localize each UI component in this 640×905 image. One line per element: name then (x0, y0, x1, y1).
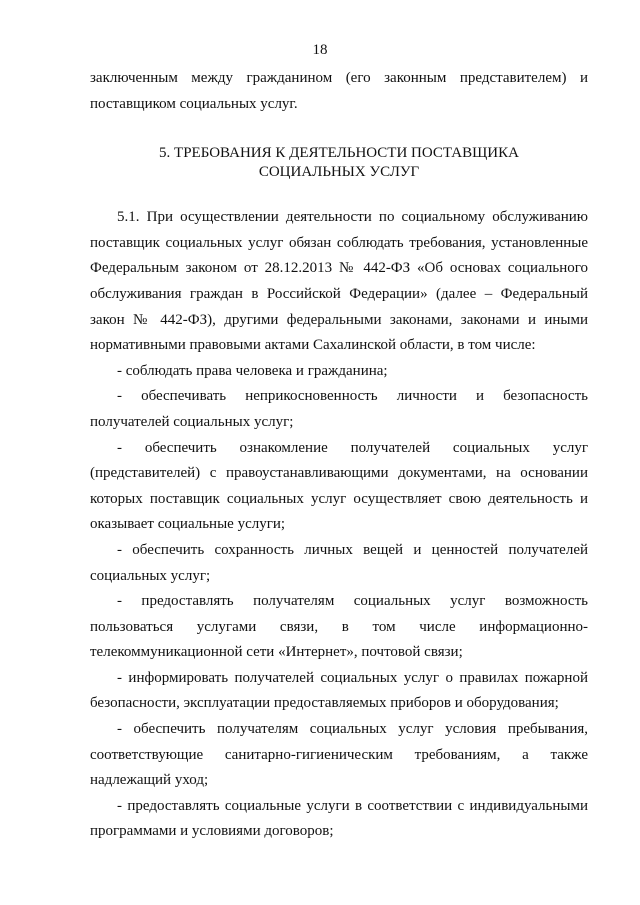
list-item-fire-safety: - информировать получателей социальных услуг о правилах пожарной безопасности, эксплуатации предоставляемых приборов и оборудования; (90, 669, 588, 712)
list-item-belongings: - обеспечить сохранность личных вещей и ценностей получателей социальных услуг; (90, 541, 588, 584)
list-item-human-rights: - соблюдать права человека и гражданина; (117, 362, 388, 379)
list-item-documents: - обеспечить ознакомление получателей социальных услуг (представителей) с правоустанавливающими документами, на основании которых поставщик социальных услуг осуществляет свою деятельность и оказывает социальные услуги; (90, 439, 588, 533)
page-content (90, 66, 588, 845)
list-item-sanitary-conditions: - обеспечить получателям социальных услуг условия пребывания, соответствующие санитарно-гигиеническим требованиям, а также надлежащий уход; (90, 721, 588, 789)
list-item-communication: - предоставлять получателям социальных услуг возможность пользоваться услугами связи, в том числе информационно-телекоммуникационной сети «Интернет», почтовой связи; (90, 593, 588, 661)
section-heading (90, 144, 588, 182)
intro-paragraph: заключенным между гражданином (его законным представителем) и поставщиком социальных услуг. (90, 70, 588, 112)
section-heading-line-2: СОЦИАЛЬНЫХ УСЛУГ (258, 164, 420, 181)
list-item-individual-programs: - предоставлять социальные услуги в соответствии с индивидуальными программами и условиями договоров; (90, 797, 588, 840)
paragraph-5-1: 5.1. При осуществлении деятельности по социальному обслуживанию поставщик социальных услуг обязан соблюдать требования, установленные Федеральным законом от 28.12.2013 № 442-ФЗ «Об основах социального обслуживания граждан в Российской Федерации» (далее – Федеральный закон № 442-ФЗ), другими федеральными законами, законами и иными нормативными правовыми актами Сахалинской области, в том числе: (90, 209, 588, 354)
page-number: 18 (312, 42, 328, 58)
section-heading-line-1: 5. ТРЕБОВАНИЯ К ДЕЯТЕЛЬНОСТИ ПОСТАВЩИКА (159, 145, 519, 162)
list-item-personal-safety: - обеспечивать неприкосновенность личности и безопасность получателей социальных услуг; (90, 388, 588, 430)
